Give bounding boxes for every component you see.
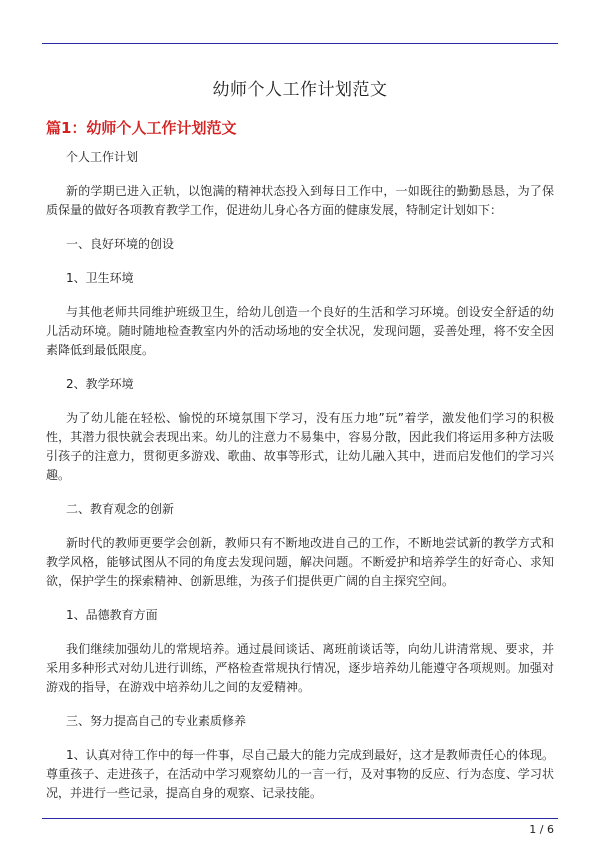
paragraph-hygiene: 与其他老师共同维护班级卫生，给幼儿创造一个良好的生活和学习环境。创设安全舒适的幼儿活动环境。随时随地检查教室内外的活动场地的安全状况，发现问题，妥善处理，将不安全因素降低到最低限度。 [46,305,554,357]
heading-moral-education: 1、品德教育方面 [66,608,158,622]
heading-hygiene: 1、卫生环境 [66,271,134,285]
page-number: 1 / 6 [529,823,554,836]
heading-professional: 三、努力提高自己的专业素质修养 [66,714,247,728]
heading-plan: 个人工作计划 [66,150,139,164]
paragraph-intro: 新的学期已进入正轨，以饱满的精神状态投入到每日工作中，一如既往的勤勤恳恳，为了保质保量的做好各项教育教学工作，促进幼儿身心各方面的健康发展，特制定计划如下： [46,184,554,217]
paragraph-moral-education: 我们继续加强幼儿的常规培养。通过晨间谈话、离班前谈话等，向幼儿讲清常规、要求，并采用多种形式对幼儿进行训练，严格检查常规执行情况，逐步培养幼儿能遵守各项规则。加强对游戏的指导，在游戏中培养幼儿之间的友爱精神。 [46,642,554,694]
page-title: 幼师个人工作计划范文 [212,80,388,100]
section-title: 篇1：幼师个人工作计划范文 [46,119,237,137]
document-body [46,148,554,818]
heading-environment: 一、良好环境的创设 [66,237,175,251]
paragraph-innovation: 新时代的教师更要学会创新，教师只有不断地改进自己的工作，不断地尝试新的教学方式和教学风格，能够试图从不同的角度去发现问题，解决问题。不断爱护和培养学生的好奇心、求知欲，保护学生的探索精神、创新思维，为孩子们提供更广阔的自主探究空间。 [46,536,554,588]
paragraph-teaching-env: 为了幼儿能在轻松、愉悦的环境氛围下学习，没有压力地”玩”着学，激发他们学习的积极性，其潜力很快就会表现出来。幼儿的注意力不易集中，容易分散，因此我们将运用多种方法吸引孩子的注意力，贯彻更多游戏、歌曲、故事等形式，让幼儿融入其中，进而启发他们的学习兴趣。 [46,411,554,482]
footer-rule [42,818,558,819]
header-rule [42,43,558,44]
paragraph-professional: 1、认真对待工作中的每一件事，尽自己最大的能力完成到最好，这才是教师责任心的体现。尊重孩子、走进孩子，在活动中学习观察幼儿的一言一行，及对事物的反应、行为态度、学习状况，并进行一些记录，提高自身的观察、记录技能。 [46,748,554,800]
heading-teaching-env: 2、教学环境 [66,377,134,391]
heading-innovation: 二、教育观念的创新 [66,502,175,516]
